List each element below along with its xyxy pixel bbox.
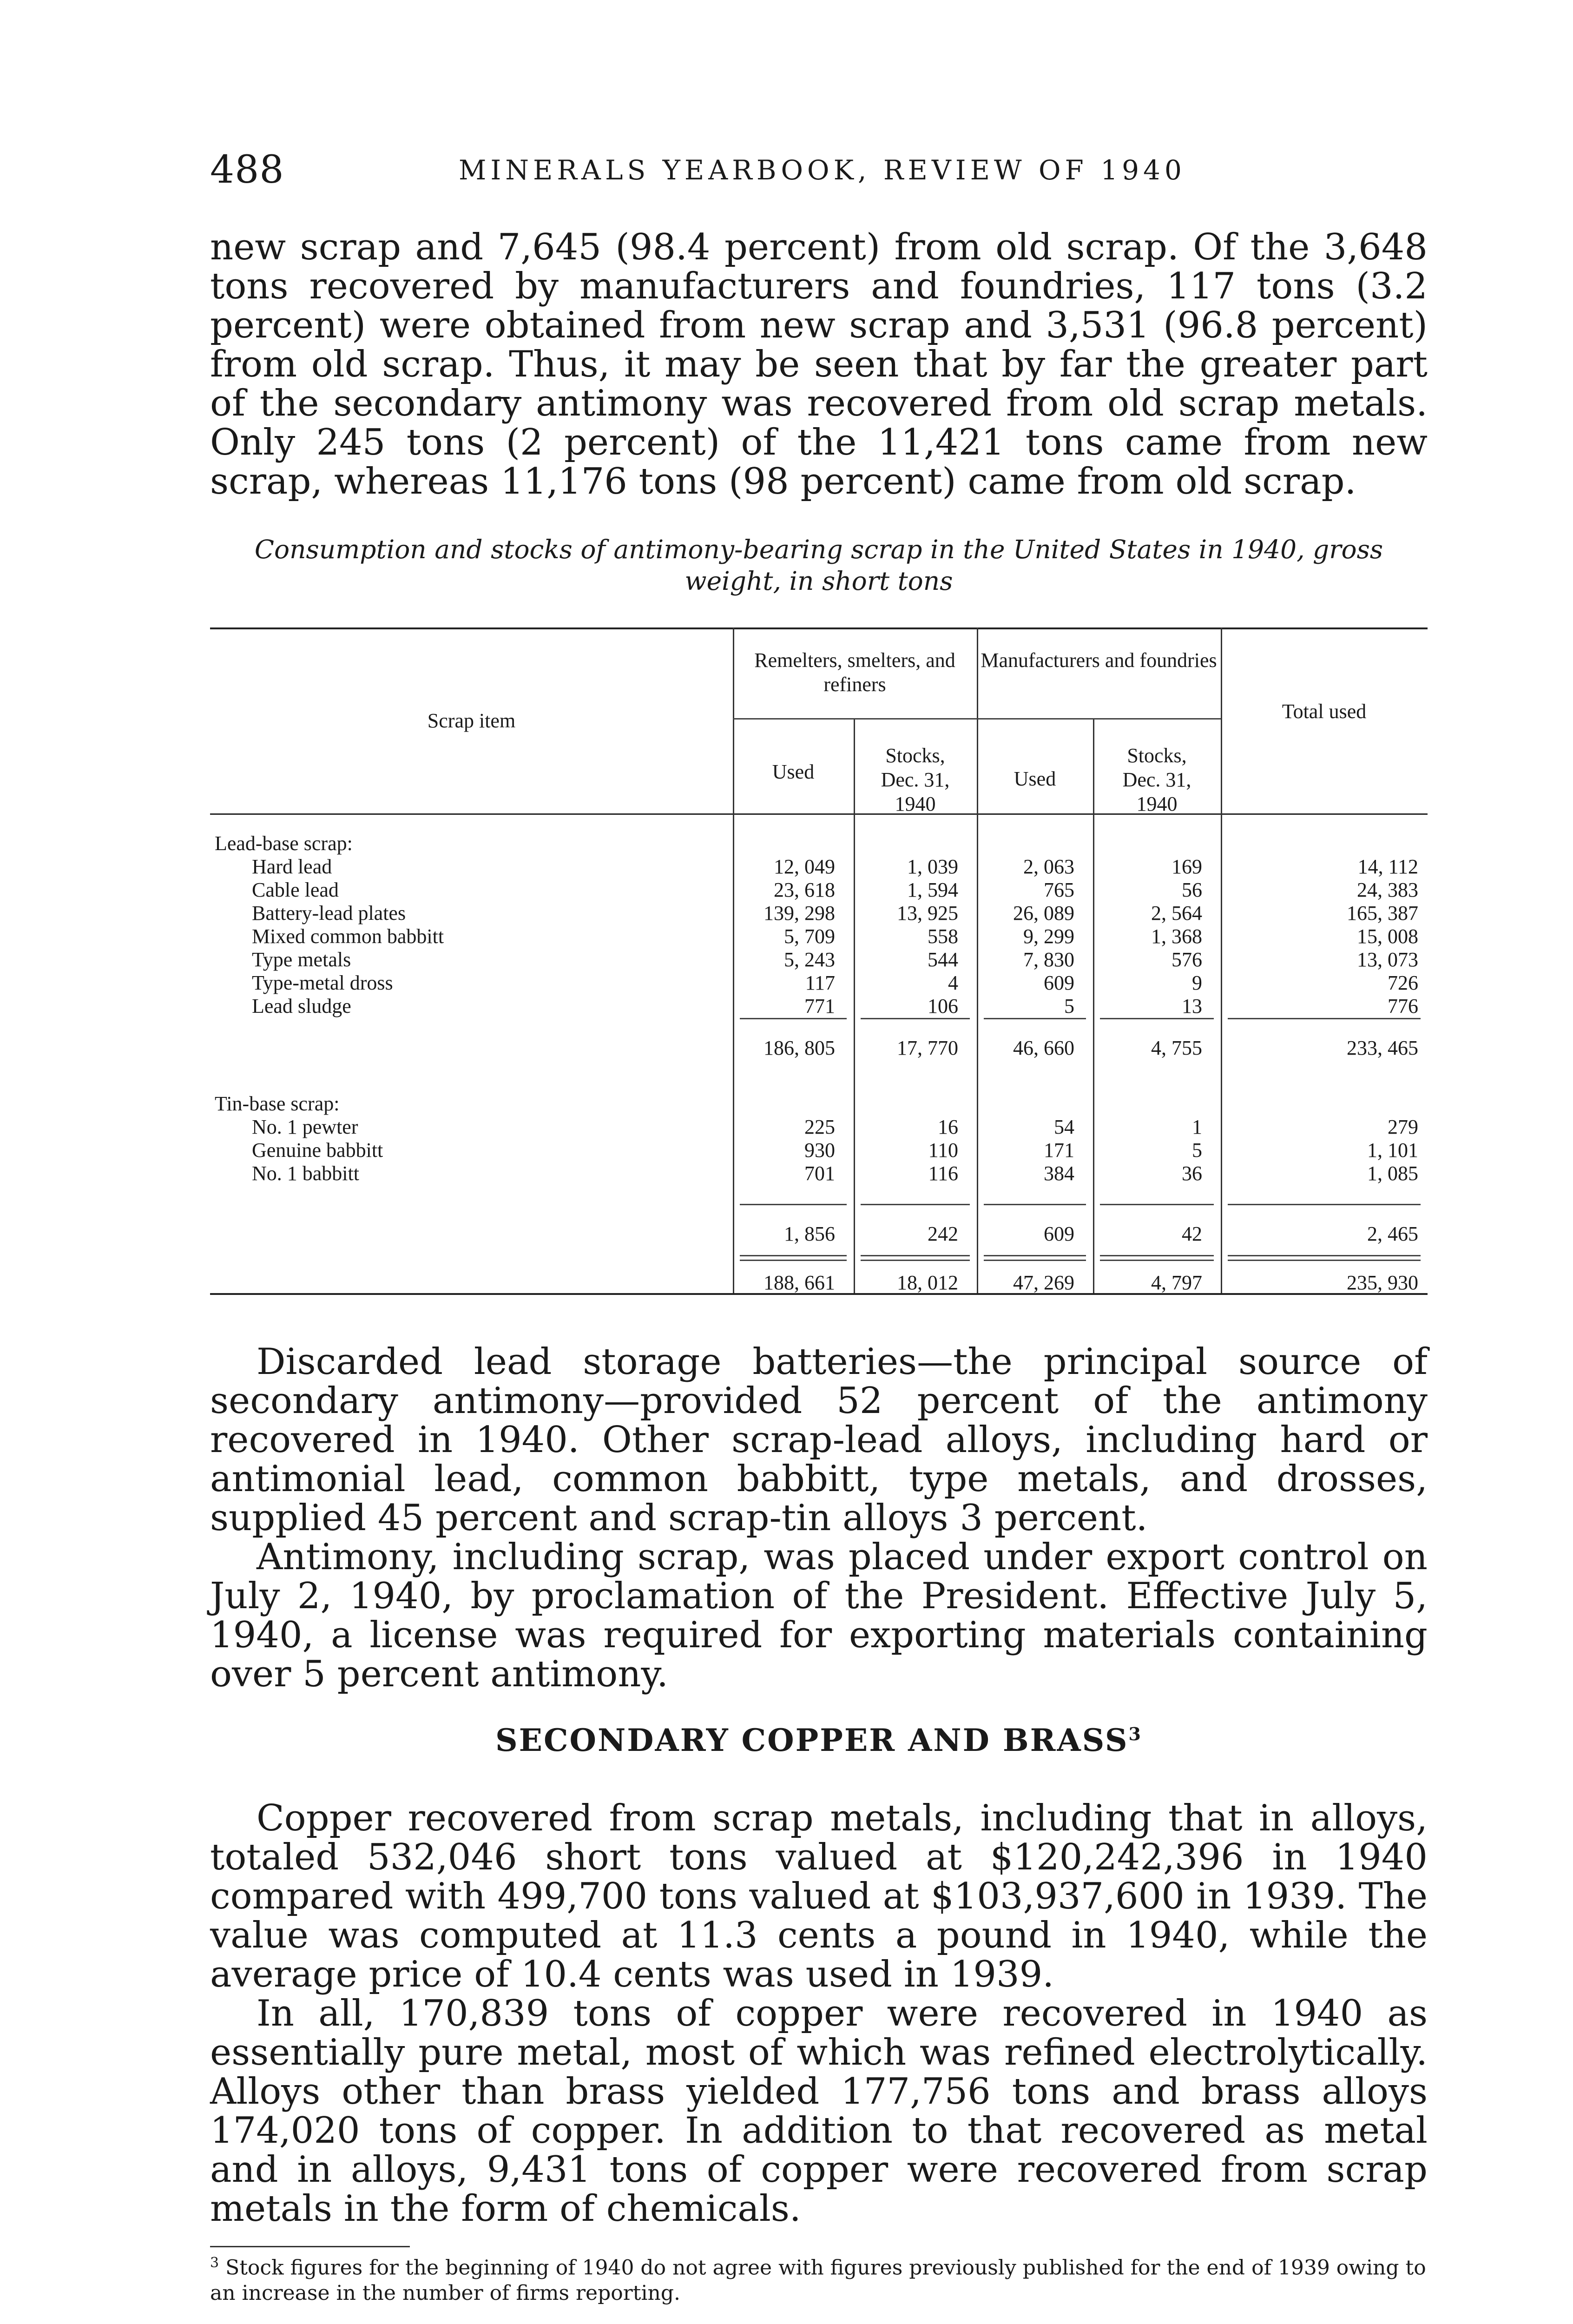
footnote-text: Stock figures for the beginning of 1940 do not agree with figures previously published for the end of 1939 owing to an increase in the number of firms reporting. xyxy=(210,2256,1426,2305)
header-total-used: Total used xyxy=(1282,700,1367,723)
table-cell: 7, 830 xyxy=(1023,948,1074,971)
group-header-rule xyxy=(733,718,1221,720)
total-rule xyxy=(984,1204,1086,1205)
total-rule xyxy=(740,1255,847,1256)
scrap-table xyxy=(210,627,1428,1297)
table-cell: 14, 112 xyxy=(1357,855,1418,878)
header-manufacturers: Manufacturers and foundries xyxy=(981,649,1217,672)
row-label: No. 1 babbitt xyxy=(252,1162,359,1185)
table-cell: 1, 039 xyxy=(907,855,958,878)
table-cell: 16 xyxy=(938,1116,958,1138)
table-cell: 544 xyxy=(928,948,958,971)
row-label: Lead sludge xyxy=(252,995,351,1017)
table-cell: 24, 383 xyxy=(1357,878,1418,901)
table-cell: 9, 299 xyxy=(1023,925,1074,948)
table-cell: 2, 465 xyxy=(1367,1222,1418,1245)
total-rule xyxy=(861,1204,970,1205)
header-scrap-item: Scrap item xyxy=(427,709,516,732)
row-label: Type-metal dross xyxy=(252,971,393,994)
table-cell: 171 xyxy=(1044,1139,1074,1162)
table-cell: 1 xyxy=(1192,1116,1202,1138)
footnote-ref: 3 xyxy=(1128,1723,1142,1744)
total-rule xyxy=(1228,1018,1421,1019)
total-rule xyxy=(984,1018,1086,1019)
table-cell: 930 xyxy=(804,1139,835,1162)
row-label: Mixed common babbitt xyxy=(252,925,444,948)
table-cell: 116 xyxy=(928,1162,958,1185)
table-header-rule xyxy=(210,813,1428,815)
table-cell: 17, 770 xyxy=(897,1037,958,1059)
copper-block xyxy=(210,1799,1428,2228)
table-cell: 18, 012 xyxy=(897,1271,958,1294)
section-heading xyxy=(210,1722,1428,1758)
table-cell: 771 xyxy=(804,995,835,1017)
intro-paragraph: new scrap and 7,645 (98.4 percent) from old scrap. Of the 3,648 tons recovered by manufacturers and foundries, 117 tons (3.2 percent) were obtained from new scrap and 3,531 (96.8 percent) from old scrap. Thus, it may be seen that by far the greater part of the secondary antimony was recovered from old scrap metals. Only 245 tons (2 percent) of the 11,421 tons came from new scrap, whereas 11,176 tons (98 percent) came from old scrap. xyxy=(210,226,1428,502)
table-cell: 169 xyxy=(1172,855,1202,878)
paragraph-export-control: Antimony, including scrap, was placed under export control on July 2, 1940, by proclamation of the President. Effective July 5, 1940, a license was required for exporting materials containing over 5 percent antimony. xyxy=(210,1536,1428,1695)
table-cell: 225 xyxy=(804,1116,835,1138)
table-cell: 701 xyxy=(804,1162,835,1185)
table-cell: 13, 073 xyxy=(1357,948,1418,971)
paragraph-copper-recovered: Copper recovered from scrap metals, including that in alloys, totaled 532,046 short tons valued at $120,242,396 in 1940 compared with 499,700 tons valued at $103,937,600 in 1939. The value was computed at 11.3 cents a pound in 1940, while the average price of 10.4 cents was used in 1939. xyxy=(210,1797,1428,1995)
table-cell: 165, 387 xyxy=(1347,902,1418,924)
total-rule xyxy=(740,1204,847,1205)
footnote xyxy=(210,2251,1428,2306)
header-used: Used xyxy=(1014,767,1056,790)
table-cell: 4, 755 xyxy=(1151,1037,1202,1059)
table-cell: 54 xyxy=(1054,1116,1074,1138)
table-cell: 5 xyxy=(1192,1139,1202,1162)
total-rule xyxy=(861,1018,970,1019)
table-cell: 47, 269 xyxy=(1013,1271,1074,1294)
total-rule xyxy=(861,1260,970,1261)
table-cell: 1, 368 xyxy=(1151,925,1202,948)
row-label: Hard lead xyxy=(252,855,332,878)
row-label: Genuine babbitt xyxy=(252,1139,383,1162)
table-cell: 23, 618 xyxy=(774,878,835,901)
header-stocks: Stocks, Dec. 31, 1940 xyxy=(1122,744,1191,815)
table-cell: 186, 805 xyxy=(763,1037,835,1059)
table-cell: 1, 085 xyxy=(1367,1162,1418,1185)
table-cell: 5, 243 xyxy=(784,948,835,971)
total-rule xyxy=(740,1260,847,1261)
table-caption: Consumption and stocks of antimony-bearing scrap in the United States in 1940, gross weight, in short tons xyxy=(254,535,1383,596)
table-cell: 188, 661 xyxy=(763,1271,835,1294)
table-cell: 9 xyxy=(1192,971,1202,994)
table-cell: 1, 594 xyxy=(907,878,958,901)
running-title: MINERALS YEARBOOK, REVIEW OF 1940 xyxy=(459,154,1186,186)
table-cell: 384 xyxy=(1044,1162,1074,1185)
paragraph-copper-pure-metal: In all, 170,839 tons of copper were recovered in 1940 as essentially pure metal, most of which was refined electrolytically. Alloys other than brass yielded 177,756 tons and brass alloys 174,020 tons of copper. In addition to that recovered as metal and in alloys, 9,431 tons of copper were recovered from scrap metals in the form of chemicals. xyxy=(210,1993,1428,2230)
section-tin-base: Tin-base scrap: xyxy=(215,1092,340,1115)
header-used: Used xyxy=(772,760,815,783)
table-cell: 56 xyxy=(1182,878,1202,901)
table-cell: 235, 930 xyxy=(1347,1271,1418,1294)
table-cell: 13 xyxy=(1182,995,1202,1017)
footnote-rule xyxy=(210,2246,410,2247)
table-cell: 233, 465 xyxy=(1347,1037,1418,1059)
table-cell: 776 xyxy=(1388,995,1418,1017)
row-label: Battery-lead plates xyxy=(252,902,406,924)
table-cell: 4, 797 xyxy=(1151,1271,1202,1294)
table-cell: 106 xyxy=(928,995,958,1017)
table-cell: 558 xyxy=(928,925,958,948)
table-cell: 117 xyxy=(805,971,835,994)
total-rule xyxy=(1228,1204,1421,1205)
total-rule xyxy=(1228,1255,1421,1256)
table-cell: 36 xyxy=(1182,1162,1202,1185)
table-cell: 26, 089 xyxy=(1013,902,1074,924)
table-cell: 5, 709 xyxy=(784,925,835,948)
table-cell: 2, 564 xyxy=(1151,902,1202,924)
intro-paragraph-block xyxy=(210,228,1428,501)
section-heading-text: SECONDARY COPPER AND BRASS xyxy=(495,1722,1129,1758)
total-rule xyxy=(984,1255,1086,1256)
total-rule xyxy=(984,1260,1086,1261)
section-lead-base: Lead-base scrap: xyxy=(215,832,353,855)
footnote-mark: 3 xyxy=(210,2255,219,2271)
table-cell: 765 xyxy=(1044,878,1074,901)
table-cell: 2, 063 xyxy=(1023,855,1074,878)
table-cell: 4 xyxy=(948,971,958,994)
row-label: Type metals xyxy=(252,948,351,971)
total-rule xyxy=(1228,1260,1421,1261)
table-cell: 139, 298 xyxy=(763,902,835,924)
table-cell: 242 xyxy=(928,1222,958,1245)
header-remelters: Remelters, smelters, and refiners xyxy=(754,649,955,696)
table-cell: 726 xyxy=(1388,971,1418,994)
table-cell: 110 xyxy=(928,1139,958,1162)
table-cell: 609 xyxy=(1044,971,1074,994)
running-head xyxy=(210,148,1428,199)
column-rule xyxy=(1221,627,1222,1293)
total-rule xyxy=(1100,1018,1214,1019)
row-label: Cable lead xyxy=(252,878,339,901)
table-cell: 576 xyxy=(1172,948,1202,971)
total-rule xyxy=(740,1018,847,1019)
total-rule xyxy=(1100,1260,1214,1261)
header-stocks: Stocks, Dec. 31, 1940 xyxy=(881,744,950,815)
discussion-block xyxy=(210,1342,1428,1694)
table-cell: 12, 049 xyxy=(774,855,835,878)
total-rule xyxy=(1100,1255,1214,1256)
table-cell: 15, 008 xyxy=(1357,925,1418,948)
page-number: 488 xyxy=(210,148,284,192)
table-cell: 1, 101 xyxy=(1367,1139,1418,1162)
paragraph-batteries: Discarded lead storage batteries—the principal source of secondary antimony—provided 52 percent of the antimony recovered in 1940. Other scrap-lead alloys, including hard or antimonial lead, common babbitt, type metals, and drosses, supplied 45 percent and scrap-tin alloys 3 percent. xyxy=(210,1341,1428,1539)
table-cell: 13, 925 xyxy=(897,902,958,924)
table-cell: 279 xyxy=(1388,1116,1418,1138)
row-label: No. 1 pewter xyxy=(252,1116,358,1138)
table-cell: 609 xyxy=(1044,1222,1074,1245)
table-cell: 42 xyxy=(1182,1222,1202,1245)
total-rule xyxy=(861,1255,970,1256)
total-rule xyxy=(1100,1204,1214,1205)
table-cell: 1, 856 xyxy=(784,1222,835,1245)
table-cell: 46, 660 xyxy=(1013,1037,1074,1059)
table-top-rule xyxy=(210,627,1428,629)
table-cell: 5 xyxy=(1064,995,1074,1017)
